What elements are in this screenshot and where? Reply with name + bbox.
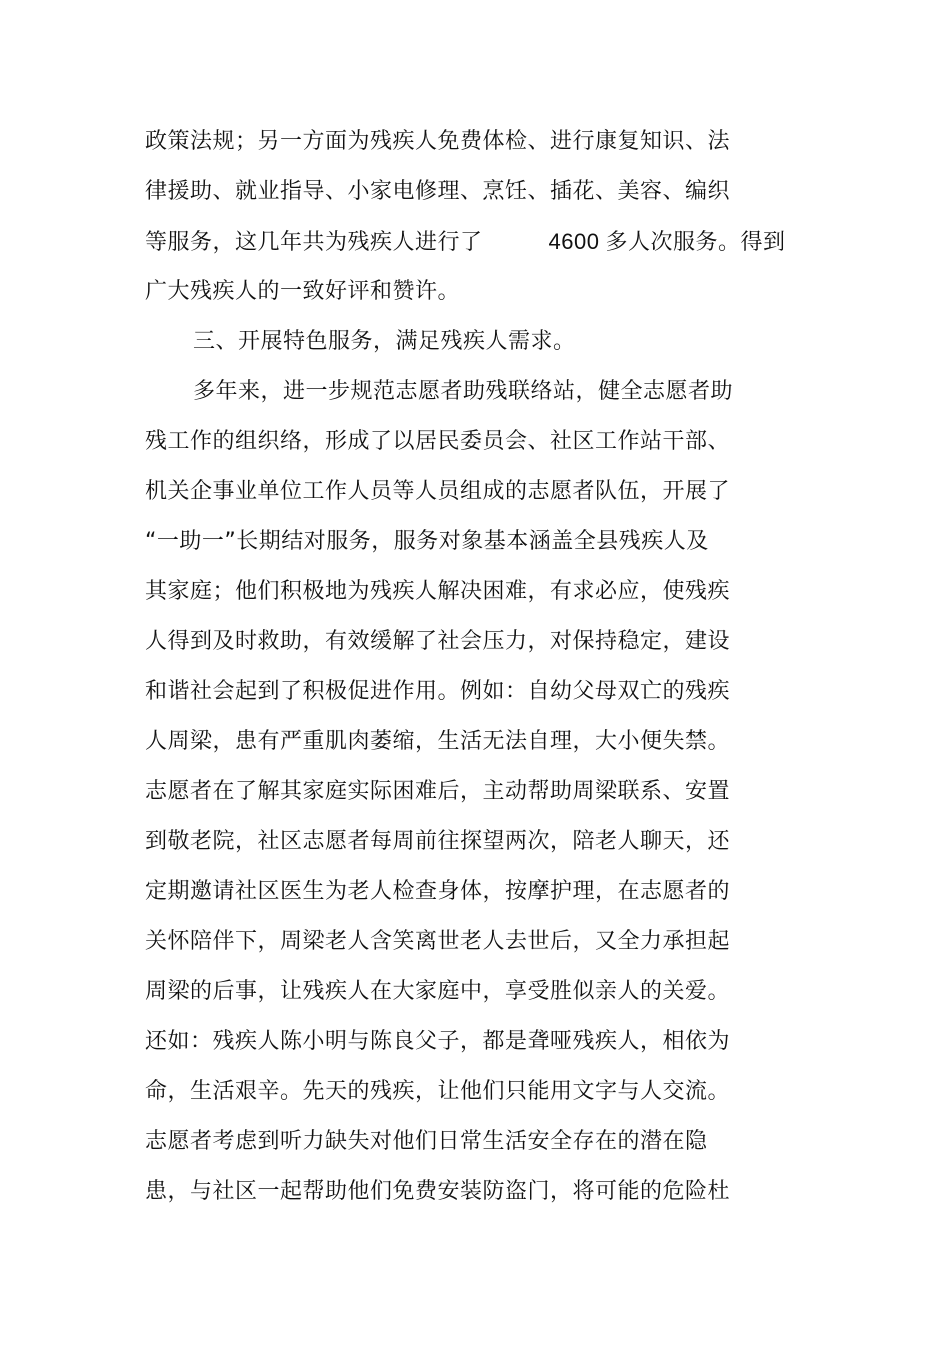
text-line: 关怀陪伴下，周梁老人含笑离世老人去世后，又全力承担起 (145, 929, 731, 954)
service-count: 4600 (548, 229, 600, 254)
text-line: 政策法规；另一方面为残疾人免费体检、进行康复知识、法 (145, 129, 731, 154)
text-line: 到敬老院，社区志愿者每周前往探望两次，陪老人聊天，还 (145, 829, 731, 854)
text-line: 人周梁，患有严重肌肉萎缩，生活无法自理，大小便失禁。 (145, 729, 731, 754)
text-line: “一助一”长期结对服务，服务对象基本涵盖全县残疾人及 (145, 529, 709, 554)
text-line: 命，生活艰辛。先天的残疾，让他们只能用文字与人交流。 (145, 1079, 731, 1104)
text-line-with-number (145, 227, 785, 258)
text-segment: 多人次服务。得到 (605, 230, 786, 255)
text-line: 还如：残疾人陈小明与陈良父子，都是聋哑残疾人，相依为 (145, 1029, 731, 1054)
text-segment: 等服务，这几年共为残疾人进行了 (145, 230, 483, 255)
text-line: 志愿者考虑到听力缺失对他们日常生活安全存在的潜在隐 (145, 1129, 708, 1154)
paragraph-start: 多年来，进一步规范志愿者助残联络站，健全志愿者助 (193, 379, 734, 404)
text-line: 人得到及时救助，有效缓解了社会压力，对保持稳定，建设 (145, 629, 731, 654)
text-line: 志愿者在了解其家庭实际困难后，主动帮助周梁联系、安置 (145, 779, 731, 804)
text-line: 患，与社区一起帮助他们免费安装防盗门，将可能的危险杜 (145, 1179, 731, 1204)
text-line: 广大残疾人的一致好评和赞许。 (145, 279, 461, 304)
text-line: 定期邀请社区医生为老人检查身体，按摩护理，在志愿者的 (145, 879, 731, 904)
text-line: 和谐社会起到了积极促进作用。例如：自幼父母双亡的残疾 (145, 679, 731, 704)
section-heading: 三、开展特色服务，满足残疾人需求。 (193, 329, 576, 354)
text-line: 周梁的后事，让残疾人在大家庭中，享受胜似亲人的关爱。 (145, 979, 731, 1004)
text-line: 律援助、就业指导、小家电修理、烹饪、插花、美容、编织 (145, 179, 731, 204)
text-line: 机关企事业单位工作人员等人员组成的志愿者队伍，开展了 (145, 479, 731, 504)
text-line: 其家庭；他们积极地为残疾人解决困难，有求必应，使残疾 (145, 579, 731, 604)
text-line: 残工作的组织络，形成了以居民委员会、社区工作站干部、 (145, 429, 731, 454)
